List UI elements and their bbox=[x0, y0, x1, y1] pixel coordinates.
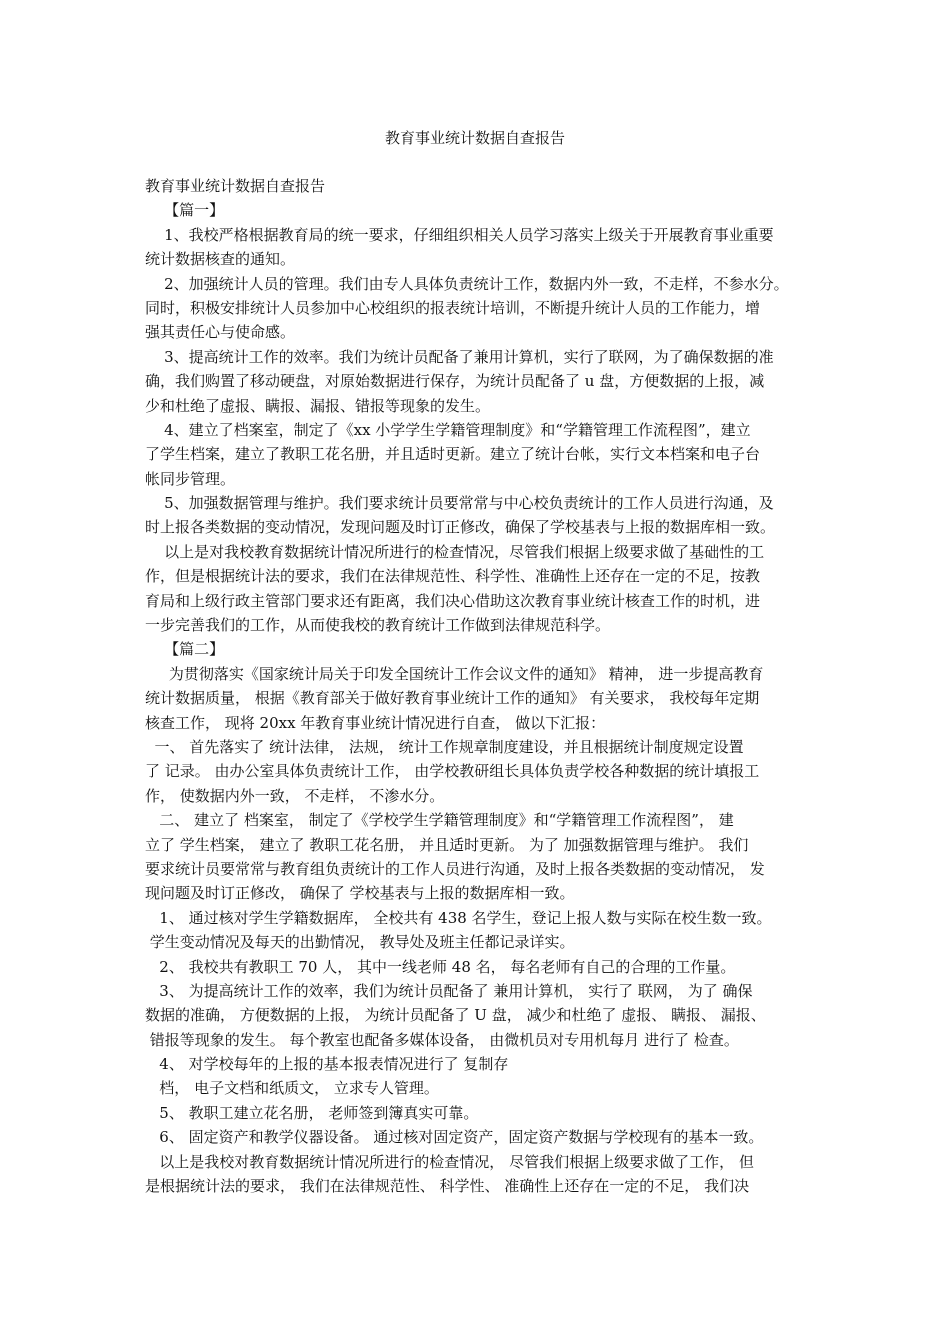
body-line: 以上是对我校教育数据统计情况所进行的检查情况，尽管我们根据上级要求做了基础性的工 bbox=[145, 542, 765, 561]
body-line: 教育事业统计数据自查报告 bbox=[145, 177, 326, 195]
body-line: 以上是我校对教育数据统计情况所进行的检查情况， 尽管我们根据上级要求做了工作， 但 bbox=[145, 1152, 754, 1171]
body-line: 育局和上级行政主管部门要求还有距离，我们决心借助这次教育事业统计核查工作的时机，进 bbox=[145, 591, 761, 610]
body-line: 4、 对学校每年的上报的基本报表情况进行了 复制存 bbox=[145, 1055, 509, 1074]
body-line: 2、 我校共有教职工 70 人， 其中一线老师 48 名， 每名老师有自己的合理的工作量。 bbox=[145, 957, 736, 976]
body-line: 学生变动情况及每天的出勤情况， 教导处及班主任都记录详实。 bbox=[145, 933, 575, 952]
body-line: 是根据统计法的要求， 我们在法律规范性、 科学性、 准确性上还存在一定的不足， 我们决 bbox=[145, 1177, 750, 1196]
body-line: 立了 学生档案， 建立了 教职工花名册， 并且适时更新。 为了 加强数据管理与维护。 我们 bbox=[145, 835, 749, 854]
body-line: 2、加强统计人员的管理。我们由专人具体负责统计工作，数据内外一致，不走样，不参水分。 bbox=[145, 274, 789, 293]
body-line: 3、 为提高统计工作的效率，我们为统计员配备了 兼用计算机， 实行了 联网， 为了 确保 bbox=[145, 981, 753, 1000]
body-line: 作，但是根据统计法的要求，我们在法律规范性、科学性、准确性上还存在一定的不足，按教 bbox=[145, 567, 761, 586]
body-line: 为贯彻落实《国家统计局关于印发全国统计工作会议文件的通知》 精神， 进一步提高教育 bbox=[145, 664, 764, 683]
body-line: 作， 使数据内外一致， 不走样， 不渗水分。 bbox=[145, 786, 445, 805]
body-line: 错报等现象的发生。 每个教室也配备多媒体设备， 由微机员对专用机每月 进行了 检查。 bbox=[145, 1030, 739, 1049]
body-line: 确，我们购置了移动硬盘，对原始数据进行保存，为统计员配备了 u 盘，方便数据的上报，减 bbox=[145, 372, 765, 391]
body-line: 5、加强数据管理与维护。我们要求统计员要常常与中心校负责统计的工作人员进行沟通，及 bbox=[145, 494, 774, 513]
body-line: 核查工作， 现将 20xx 年教育事业统计情况进行自查， 做以下汇报： bbox=[145, 713, 606, 732]
body-line: 强其责任心与使命感。 bbox=[145, 323, 296, 342]
body-line: 一步完善我们的工作，从而使我校的教育统计工作做到法律规范科学。 bbox=[145, 616, 611, 635]
body-line: 现问题及时订正修改， 确保了 学校基表与上报的数据库相一致。 bbox=[145, 884, 575, 903]
body-line: 了学生档案，建立了教职工花名册，并且适时更新。建立了统计台帐，实行文本档案和电子台 bbox=[145, 445, 761, 464]
body-line: 统计数据质量， 根据《教育部关于做好教育事业统计工作的通知》 有关要求， 我校每年定期 bbox=[145, 689, 760, 708]
body-line: 1、 通过核对学生学籍数据库， 全校共有 438 名学生，登记上报人数与实际在校生数一致。 bbox=[145, 908, 772, 927]
body-line: 一、 首先落实了 统计法律， 法规， 统计工作规章制度建设，并且根据统计制度规定设置 bbox=[145, 737, 744, 756]
body-line: 帐同步管理。 bbox=[145, 469, 236, 488]
body-line: 档， 电子文档和纸质文， 立求专人管理。 bbox=[145, 1079, 439, 1098]
body-line: 【篇二】 bbox=[145, 640, 225, 659]
body-line: 5、 教职工建立花名册， 老师签到簿真实可靠。 bbox=[145, 1103, 479, 1122]
body-line: 4、建立了档案室，制定了《xx 小学学生学籍管理制度》和“学籍管理工作流程图”，建立 bbox=[145, 420, 751, 439]
body-line: 1、我校严格根据教育局的统一要求，仔细组织相关人员学习落实上级关于开展教育事业重要 bbox=[145, 225, 774, 244]
body-line: 少和杜绝了虚报、瞒报、漏报、错报等现象的发生。 bbox=[145, 396, 491, 415]
document-body bbox=[145, 174, 825, 1198]
body-line: 了 记录。 由办公室具体负责统计工作， 由学校教研组长具体负责学校各种数据的统计填报工 bbox=[145, 762, 760, 781]
body-line: 要求统计员要常常与教育组负责统计的工作人员进行沟通，及时上报各类数据的变动情况， 发 bbox=[145, 859, 765, 878]
body-line: 同时，积极安排统计人员参加中心校组织的报表统计培训，不断提升统计人员的工作能力，增 bbox=[145, 298, 761, 317]
document-title: 教育事业统计数据自查报告 bbox=[384, 129, 565, 147]
body-line: 时上报各类数据的变动情况，发现问题及时订正修改，确保了学校基表与上报的数据库相一致。 bbox=[145, 518, 776, 537]
body-line: 【篇一】 bbox=[145, 201, 225, 220]
body-line: 3、提高统计工作的效率。我们为统计员配备了兼用计算机，实行了联网，为了确保数据的准 bbox=[145, 347, 774, 366]
body-line: 统计数据核查的通知。 bbox=[145, 250, 296, 269]
body-line: 二、 建立了 档案室， 制定了《学校学生学籍管理制度》和“学籍管理工作流程图”， 建 bbox=[145, 811, 734, 830]
body-line: 6、 固定资产和教学仪器设备。 通过核对固定资产，固定资产数据与学校现有的基本一致。 bbox=[145, 1128, 764, 1147]
body-line: 数据的准确， 方便数据的上报， 为统计员配备了 U 盘， 减少和杜绝了 虚报、 瞒报、 漏报、 bbox=[145, 1006, 766, 1025]
